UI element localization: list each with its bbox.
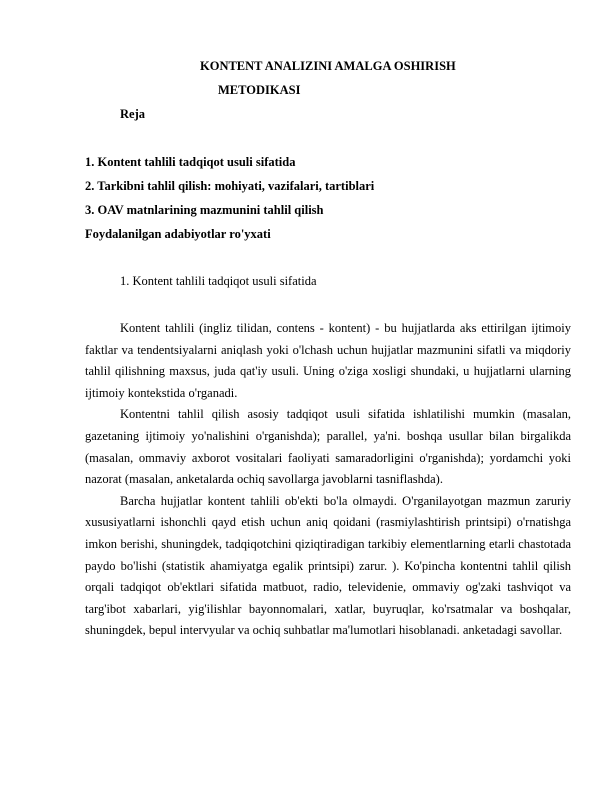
- plan-label: Reja: [120, 107, 145, 121]
- body-text: [85, 318, 571, 642]
- paragraph: Kontent tahlili (ingliz tilidan, contens - kontent) - bu hujjatlarda aks ettirilgan ijtimoiy faktlar va tendentsiyalarni aniqlash yoki o'lchash uchun hujjatlar mazmunini sifatli va miqdoriy tahlil qilishning maxsus, juda qat'iy usuli. Uning o'ziga xosligi shundaki, u hujjatlarni ularning ijtimoiy kontekstida o'rganadi.: [85, 321, 571, 400]
- document-title-line-1: KONTENT ANALIZINI AMALGA OSHIRISH: [200, 59, 456, 73]
- toc-item: 2. Tarkibni tahlil qilish: mohiyati, vazifalari, tartiblari: [85, 179, 375, 193]
- toc-item: Foydalanilgan adabiyotlar ro'yxati: [85, 227, 271, 241]
- table-of-contents: [85, 150, 545, 246]
- toc-item: 1. Kontent tahlili tadqiqot usuli sifatida: [85, 155, 296, 169]
- document-title-line-2: METODIKASI: [218, 83, 301, 97]
- paragraph: Barcha hujjatlar kontent tahlili ob'ekti bo'la olmaydi. O'rganilayotgan mazmun zaruriy xususiyatlarni ishonchli qayd etish uchun aniq qoidani (rasmiylashtirish printsipi) o'rnatishga imkon berishi, shuningdek, tadqiqotchini qiziqtiradigan tarkibiy elementlarning etarli chastotada paydo bo'lishi (statistik ahamiyatga egalik printsipi) zarur. ). Ko'pincha kontentni tahlil qilish orqali tadqiqot ob'ektlari sifatida matbuot, radio, televidenie, ommaviy og'zaki tashviqot va targ'ibot xabarlari, yig'ilishlar bayonnomalari, xatlar, buyruqlar, ko'rsatmalar va boshqalar, shuningdek, bepul intervyular va ochiq suhbatlar ma'lumotlari hisoblanadi. anketadagi savollar.: [85, 493, 571, 638]
- toc-item: 3. OAV matnlarining mazmunini tahlil qilish: [85, 203, 324, 217]
- paragraph: Kontentni tahlil qilish asosiy tadqiqot usuli sifatida ishlatilishi mumkin (masalan, gazetaning ijtimoiy yo'nalishini o'rganishda); parallel, ya'ni. boshqa usullar bilan birgalikda (masalan, ommaviy axborot vositalari faoliyati samaradorligini o'rganishda); yordamchi yoki nazorat (masalan, anketalarda ochiq savollarga javoblarni tasniflashda).: [85, 407, 571, 487]
- section-heading: 1. Kontent tahlili tadqiqot usuli sifatida: [120, 274, 317, 288]
